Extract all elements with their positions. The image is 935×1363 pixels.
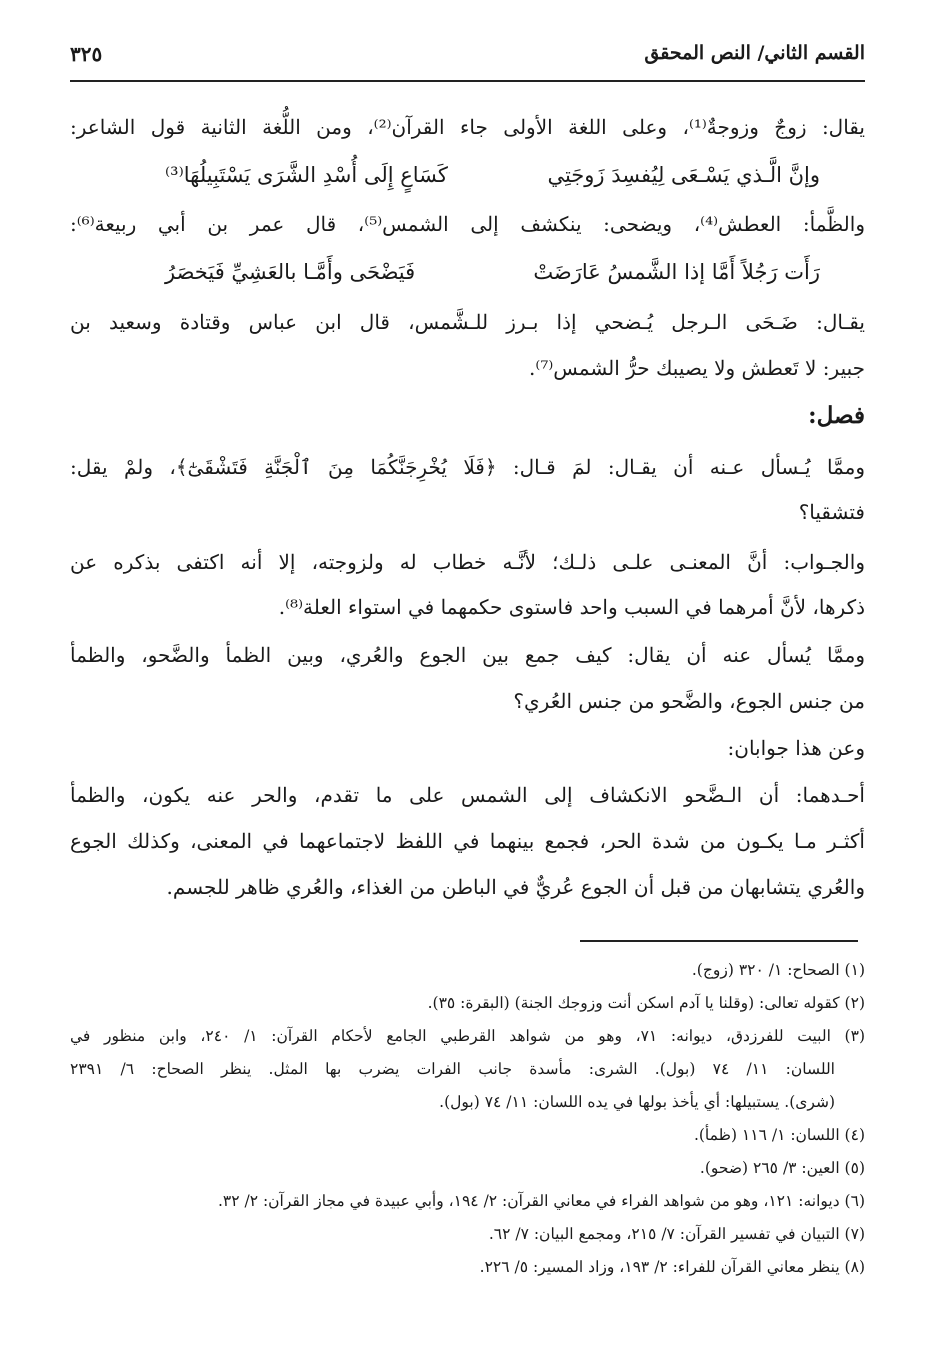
body-line: ذكرها، لأنَّ أمرهما في السبب واحد فاستوى حكمهما في استواء العلة⁽⁸⁾. (278, 595, 865, 619)
body-line: من جنس الجوع، والضَّحو من جنس العُري؟ (513, 689, 865, 713)
body-line: والعُري يتشابهان من قبل أن الجوع عُريٌّ في الباطن من الغذاء، والعُري ظاهر للجسم. (166, 875, 865, 899)
footnote: (٧) التبيان في تفسير القرآن: ٧/ ٢١٥، ومجمع البيان: ٧/ ٦٢. (488, 1225, 865, 1243)
footnote: (٣) البيت للفرزدق، ديوانه: ٧١، وهو من شواهد القرطبي الجامع لأحكام القرآن: ١/ ٢٤٠، وابن منظور في (70, 1027, 865, 1045)
footnote: (٢) كقوله تعالى: (وقلنا يا آدم اسكن أنت وزوجك الجنة) (البقرة: ٣٥). (427, 994, 865, 1012)
page-header (70, 42, 865, 78)
header-rule (70, 80, 865, 82)
running-title: القسم الثاني/ النص المحقق (644, 42, 865, 64)
body-line: يقـال: ضَـحَى الـرجل يُـضحي إذا بـرز للـشَّمس، قال ابن عباس وقتادة وسعيد بن (70, 310, 865, 334)
section-heading: فصل: (808, 402, 865, 429)
footnote: (٦) ديوانه: ١٢١، وهو من شواهد الفراء في معاني القرآن: ٢/ ١٩٤، وأبي عبيدة في مجاز القرآن: ٢/ ٣٢. (217, 1192, 865, 1210)
verse-second-hemistich: كَسَاعٍ إِلَى أُسْدِ الشَّرَى يَسْتَبِيلُهَا⁽³⁾ (165, 163, 448, 187)
body-line: فتشقيا؟ (798, 500, 865, 524)
body-line: والجـواب: أنَّ المعنـى علـى ذلـك؛ لأنَّـه خطاب له ولزوجته، إلا أنه اكتفى بذكره عن (70, 550, 865, 574)
footnote-separator (580, 940, 858, 942)
footnote: (١) الصحاح: ١/ ٣٢٠ (زوج). (691, 961, 865, 979)
body-line: أكثـر مـا يكـون من شدة الحر، فجمع بينهما في اللفظ لاجتماعهما في المعنى، وكذلك الجوع (70, 829, 865, 853)
footnote: (٨) ينظر معاني القرآن للفراء: ٢/ ١٩٣، وزاد المسير: ٥/ ٢٢٦. (479, 1258, 865, 1276)
body-line: وممَّا يُـسأل عـنه أن يقـال: لمَ قـال: ﴿فَلَا يُخْرِجَنَّكُمَا مِنَ ٱلْجَنَّةِ فَتَشْقَىٰٓ﴾، ولمْ يقل: (70, 455, 865, 479)
footnote-continuation: (شرى). يستبيلها: أي يأخذ بولها في يده اللسان: ١١/ ٧٤ (بول). (439, 1093, 835, 1111)
footnote-continuation: اللسان: ١١/ ٧٤ (بول). الشرى: مأسدة جانب الفرات يضرب بها المثل. ينظر الصحاح: ٦/ ٢٣٩١ (70, 1060, 835, 1078)
body-line: وعن هذا جوابان: (727, 736, 865, 760)
body-line: جبير: لا تَعطش ولا يصيبك حرُّ الشمس⁽⁷⁾. (529, 356, 865, 380)
body-line: والظَّمأ: العطش⁽⁴⁾، ويضحى: ينكشف إلى الشمس⁽⁵⁾، قال عمر بن أبي ربيعة⁽⁶⁾: (70, 212, 865, 236)
page-number: ٣٢٥ (70, 42, 103, 66)
body-line: أحـدهما: أن الـضَّحو الانكشاف إلى الشمس على ما تقدم، والحر عنه يكون، والظمأ (70, 783, 865, 807)
body-line: يقال: زوجٌ وزوجةٌ⁽¹⁾، وعلى اللغة الأولى جاء القرآن⁽²⁾، ومن اللُّغة الثانية قول الشاعر: (70, 115, 865, 139)
verse-second-hemistich: فَيَضْحَى وأَمَّـا بالعَشِيِّ فَيَخصَرُ (165, 260, 416, 284)
verse-first-hemistich: رَأَت رَجُلاً أَمَّا إذا الشَّمسُ عَارَضَتْ (533, 260, 820, 284)
footnote: (٥) العين: ٣/ ٢٦٥ (ضحو). (699, 1159, 865, 1177)
footnote: (٤) اللسان: ١/ ١١٦ (ظمأ). (693, 1126, 865, 1144)
verse-first-hemistich: وإنَّ الَّـذي يَسْـعَى لِيُفسِدَ زَوجَتِي (547, 163, 820, 187)
body-line: وممَّا يُسأل عنه أن يقال: كيف جمع بين الجوع والعُري، وبين الظمأ والضَّحو، والظمأ (70, 643, 865, 667)
